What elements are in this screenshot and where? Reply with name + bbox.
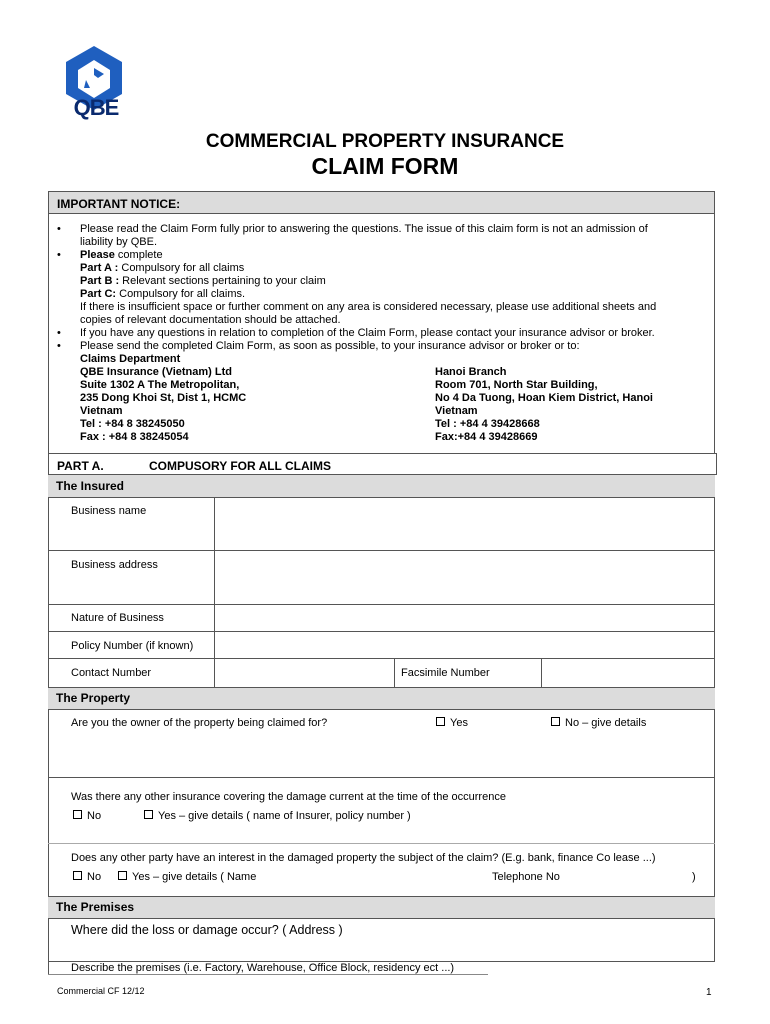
facsimile-number-label: Facsimile Number bbox=[401, 667, 490, 679]
checkbox-icon[interactable] bbox=[436, 717, 445, 726]
checkbox-icon[interactable] bbox=[551, 717, 560, 726]
important-notice bbox=[48, 191, 715, 454]
nature-of-business-field[interactable] bbox=[215, 605, 714, 631]
divider bbox=[48, 709, 49, 896]
divider bbox=[48, 777, 715, 778]
closing-paren: ) bbox=[692, 871, 696, 883]
loss-location-question: Where did the loss or damage occur? ( Address ) bbox=[71, 923, 343, 937]
contact-number-label: Contact Number bbox=[71, 667, 152, 679]
premises-description-question: Describe the premises (i.e. Factory, Warehouse, Office Block, residency ect ...) bbox=[71, 962, 455, 974]
hanoi-address-line: Hanoi Branch bbox=[435, 366, 507, 378]
bullet-icon: • bbox=[57, 340, 61, 352]
divider bbox=[714, 918, 715, 962]
hcmc-address-line: 235 Dong Khoi St, Dist 1, HCMC bbox=[80, 392, 247, 404]
insured-section-header: The Insured bbox=[48, 475, 715, 497]
loss-location-field[interactable] bbox=[49, 940, 714, 961]
other-party-no-option[interactable]: No bbox=[73, 871, 101, 883]
hcmc-address-line: Suite 1302 A The Metropolitan, bbox=[80, 379, 240, 391]
notice-header: IMPORTANT NOTICE: bbox=[49, 192, 714, 214]
divider bbox=[714, 709, 715, 896]
other-party-question: Does any other party have an interest in the damaged property the subject of the claim? (E.g. bank, finance Co lease ...) bbox=[71, 852, 656, 864]
divider bbox=[48, 843, 715, 844]
divider bbox=[48, 896, 715, 897]
notice-line: liability by QBE. bbox=[80, 236, 158, 248]
notice-line: Part C: Compulsory for all claims. bbox=[80, 288, 246, 300]
form-title: COMMERCIAL PROPERTY INSURANCE bbox=[205, 131, 565, 152]
other-insurance-question: Was there any other insurance covering the damage current at the time of the occurrence bbox=[71, 791, 506, 803]
hcmc-address-line: Fax : +84 8 38245054 bbox=[80, 431, 189, 443]
business-address-field[interactable] bbox=[215, 551, 714, 604]
other-insurance-yes-option[interactable]: Yes – give details ( name of Insurer, policy number ) bbox=[144, 810, 411, 822]
page-number: 1 bbox=[706, 987, 712, 998]
nature-of-business-label: Nature of Business bbox=[71, 612, 164, 624]
hcmc-address-line: Vietnam bbox=[80, 405, 123, 417]
hanoi-address-line: No 4 Da Tuong, Hoan Kiem District, Hanoi bbox=[435, 392, 653, 404]
divider bbox=[48, 918, 715, 919]
hcmc-address-line: Tel : +84 8 38245050 bbox=[80, 418, 185, 430]
contact-number-field[interactable] bbox=[215, 659, 394, 687]
notice-line: copies of relevant documentation should be attached. bbox=[80, 314, 341, 326]
bullet-icon: • bbox=[57, 223, 61, 235]
hanoi-address-line: Vietnam bbox=[435, 405, 478, 417]
business-name-field[interactable] bbox=[215, 498, 714, 550]
property-section-header: The Property bbox=[48, 687, 715, 709]
hanoi-address-line: Fax:+84 4 39428669 bbox=[435, 431, 538, 443]
business-name-label: Business name bbox=[71, 505, 147, 517]
policy-number-label: Policy Number (if known) bbox=[71, 640, 194, 652]
facsimile-number-field[interactable] bbox=[542, 659, 714, 687]
notice-line: Please read the Claim Form fully prior to answering the questions. The issue of this claim form is not an admission of bbox=[80, 223, 648, 235]
checkbox-icon[interactable] bbox=[73, 810, 82, 819]
notice-line: Please complete bbox=[80, 249, 163, 261]
qbe-logo-text: QBE bbox=[73, 95, 119, 120]
divider bbox=[48, 687, 715, 688]
claims-dept: Claims Department bbox=[80, 353, 181, 365]
part-a-title: COMPUSORY FOR ALL CLAIMS bbox=[149, 459, 332, 473]
divider bbox=[48, 709, 715, 710]
part-a-header bbox=[48, 453, 717, 475]
premises-section-header: The Premises bbox=[48, 896, 715, 918]
divider bbox=[394, 658, 395, 687]
telephone-label: Telephone No bbox=[492, 871, 560, 883]
hcmc-address-line: QBE Insurance (Vietnam) Ltd bbox=[80, 366, 232, 378]
owner-yes-option[interactable]: Yes bbox=[436, 717, 468, 729]
policy-number-field[interactable] bbox=[215, 632, 714, 658]
hanoi-address-line: Tel : +84 4 39428668 bbox=[435, 418, 540, 430]
checkbox-icon[interactable] bbox=[118, 871, 127, 880]
business-address-label: Business address bbox=[71, 559, 158, 571]
form-subtitle: CLAIM FORM bbox=[311, 153, 459, 179]
notice-line: If there is insufficient space or further comment on any area is considered necessary, please use additional sheets and bbox=[80, 301, 657, 313]
owner-question: Are you the owner of the property being claimed for? bbox=[71, 717, 328, 729]
form-code: Commercial CF 12/12 bbox=[57, 986, 145, 996]
owner-no-option[interactable]: No – give details bbox=[551, 717, 646, 729]
hanoi-address-line: Room 701, North Star Building, bbox=[435, 379, 598, 391]
bullet-icon: • bbox=[57, 249, 61, 261]
part-a-label: PART A. bbox=[57, 459, 104, 473]
other-insurance-no-option[interactable]: No bbox=[73, 810, 101, 822]
checkbox-icon[interactable] bbox=[144, 810, 153, 819]
notice-line: Part B : Relevant sections pertaining to your claim bbox=[80, 275, 326, 287]
notice-line: Part A : Compulsory for all claims bbox=[80, 262, 245, 274]
divider bbox=[48, 974, 488, 975]
bullet-icon: • bbox=[57, 327, 61, 339]
notice-line: Please send the completed Claim Form, as soon as possible, to your insurance advisor or broker or to: bbox=[80, 340, 580, 352]
other-party-yes-option[interactable]: Yes – give details ( Name bbox=[118, 871, 256, 883]
notice-line: If you have any questions in relation to completion of the Claim Form, please contact your insurance advisor or broker. bbox=[80, 327, 655, 339]
checkbox-icon[interactable] bbox=[73, 871, 82, 880]
